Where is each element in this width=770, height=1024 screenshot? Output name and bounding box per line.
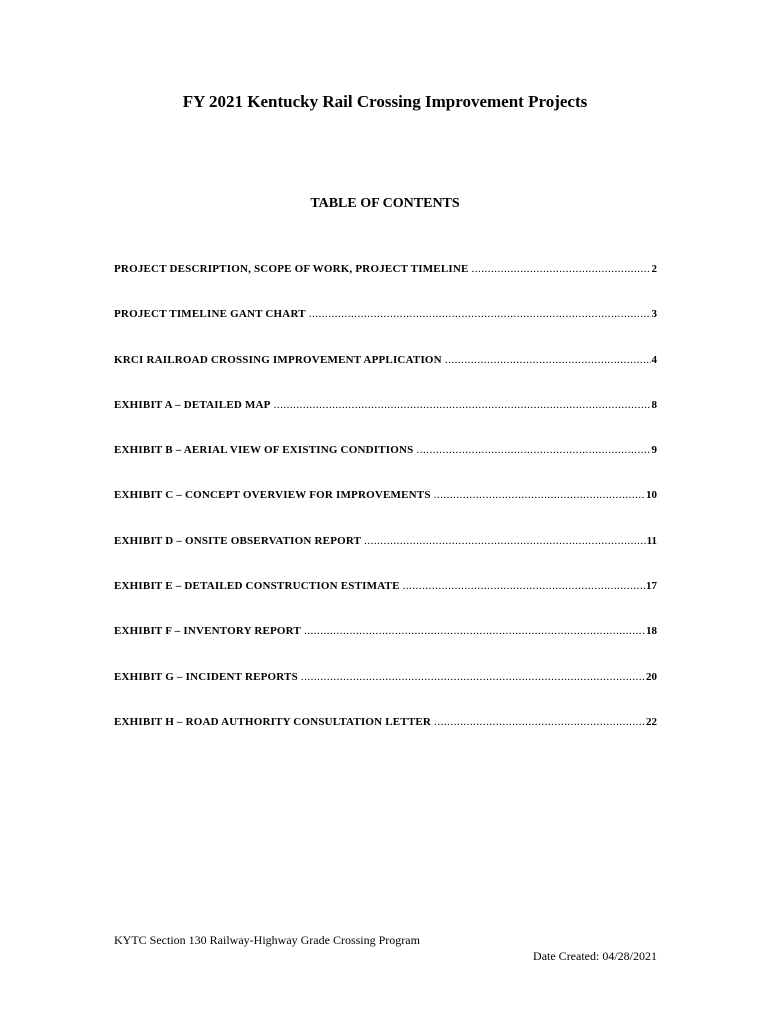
toc-entry-page-number: 9 (651, 444, 657, 457)
document-title: FY 2021 Kentucky Rail Crossing Improvement Projects (182, 92, 588, 111)
toc-entry-label: KRCI RAILROAD CROSSING IMPROVEMENT APPLICATION (114, 353, 442, 366)
toc-dot-leader (274, 399, 651, 411)
toc-entry-gant-chart[interactable] (114, 308, 657, 353)
toc-entry-page-number: 22 (646, 715, 657, 728)
toc-entry-label: PROJECT TIMELINE GANT CHART (114, 308, 306, 321)
toc-entry-label: EXHIBIT A – DETAILED MAP (114, 398, 271, 411)
toc-dot-leader (472, 263, 651, 275)
toc-dot-leader (304, 625, 645, 637)
toc-entry-exhibit-b[interactable] (114, 444, 657, 489)
toc-entry-page-number: 17 (646, 580, 657, 593)
toc-entry-page-number: 8 (651, 398, 657, 411)
toc-entry-page-number: 18 (646, 625, 657, 638)
toc-entry-exhibit-e[interactable] (114, 580, 657, 625)
toc-dot-leader (309, 308, 651, 320)
toc-dot-leader (434, 489, 645, 501)
toc-entry-page-number: 2 (651, 263, 657, 275)
toc-entry-exhibit-d[interactable] (114, 535, 657, 580)
toc-entry-page-number: 10 (646, 489, 657, 502)
toc-heading: TABLE OF CONTENTS (310, 196, 460, 211)
toc-entry-page-number: 11 (646, 534, 657, 547)
footer-program-name: KYTC Section 130 Railway-Highway Grade Crossing Program (114, 933, 420, 947)
toc-entry-page-number: 20 (646, 670, 657, 683)
toc-entry-project-description[interactable] (114, 263, 657, 308)
toc-entry-label: EXHIBIT G – INCIDENT REPORTS (114, 670, 298, 683)
toc-entry-label: EXHIBIT F – INVENTORY REPORT (114, 625, 301, 638)
toc-dot-leader (364, 535, 645, 547)
toc-dot-leader (445, 354, 651, 366)
toc-entry-exhibit-h[interactable] (114, 716, 657, 761)
toc-entry-label: EXHIBIT B – AERIAL VIEW OF EXISTING CONDITIONS (114, 444, 414, 457)
toc-entry-label: EXHIBIT D – ONSITE OBSERVATION REPORT (114, 534, 362, 547)
toc-entry-label: EXHIBIT C – CONCEPT OVERVIEW FOR IMPROVEMENTS (114, 489, 431, 502)
toc-entry-exhibit-f[interactable] (114, 625, 657, 670)
toc-dot-leader (416, 444, 650, 456)
footer-date-created: Date Created: 04/28/2021 (533, 949, 657, 963)
toc-dot-leader (434, 716, 645, 728)
toc-entry-page-number: 3 (651, 308, 657, 321)
toc-entry-label: PROJECT DESCRIPTION, SCOPE OF WORK, PROJECT TIMELINE (114, 263, 469, 275)
toc-entry-page-number: 4 (651, 353, 657, 366)
toc-entry-label: EXHIBIT E – DETAILED CONSTRUCTION ESTIMATE (114, 580, 400, 593)
toc-dot-leader (301, 671, 645, 683)
toc-entry-exhibit-c[interactable] (114, 489, 657, 534)
table-of-contents (114, 263, 657, 761)
toc-dot-leader (403, 580, 645, 592)
toc-entry-krci-application[interactable] (114, 354, 657, 399)
toc-entry-exhibit-a[interactable] (114, 399, 657, 444)
toc-entry-label: EXHIBIT H – ROAD AUTHORITY CONSULTATION LETTER (114, 715, 432, 728)
toc-entry-exhibit-g[interactable] (114, 671, 657, 716)
